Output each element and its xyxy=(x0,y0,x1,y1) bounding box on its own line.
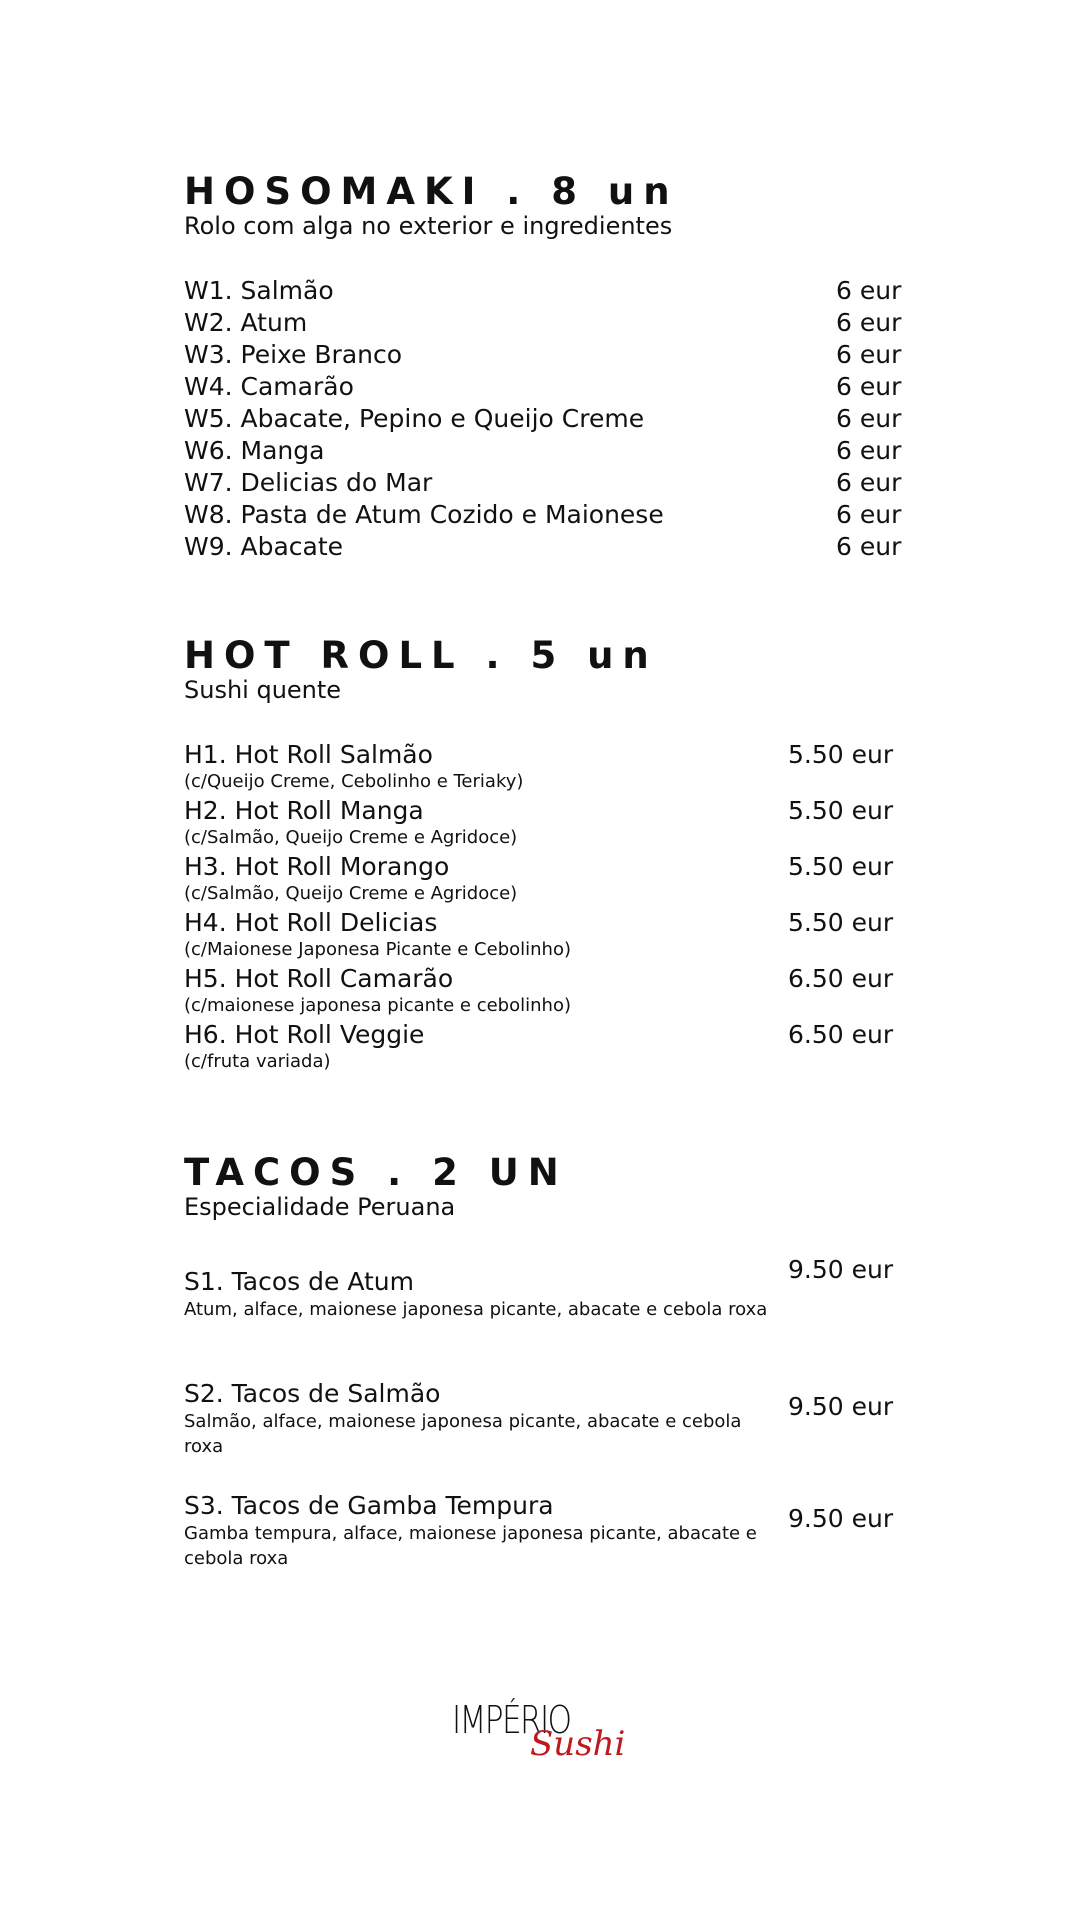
menu-item xyxy=(184,371,904,403)
logo-script: Sushi xyxy=(530,1724,626,1764)
item-name: S2. Tacos de Salmão xyxy=(184,1379,441,1408)
hosomaki-list xyxy=(184,275,904,563)
item-price: 6 eur xyxy=(836,276,902,305)
menu-item xyxy=(184,499,904,531)
item-name: H5. Hot Roll Camarão xyxy=(184,964,454,993)
section-subtitle: Sushi quente xyxy=(184,676,342,704)
item-name: W7. Delicias do Mar xyxy=(184,468,433,497)
menu-item xyxy=(184,852,904,908)
item-price: 6.50 eur xyxy=(788,1020,894,1049)
item-name: H2. Hot Roll Manga xyxy=(184,796,424,825)
item-description: (c/Maionese Japonesa Picante e Cebolinho) xyxy=(184,939,571,960)
item-price: 6 eur xyxy=(836,372,902,401)
item-description: Salmão, alface, maionese japonesa picante, abacate e cebola roxa xyxy=(184,1411,742,1457)
menu-item xyxy=(184,275,904,307)
item-price: 6 eur xyxy=(836,436,902,465)
item-description: (c/Salmão, Queijo Creme e Agridoce) xyxy=(184,827,518,848)
menu-item xyxy=(184,531,904,563)
item-name: H1. Hot Roll Salmão xyxy=(184,740,433,769)
menu-item xyxy=(184,339,904,371)
tacos-section xyxy=(184,1153,904,1603)
item-price: 9.50 eur xyxy=(788,1392,894,1421)
item-price: 6 eur xyxy=(836,308,902,337)
section-title: HOSOMAKI . 8 un xyxy=(184,170,679,213)
section-subtitle: Especialidade Peruana xyxy=(184,1193,456,1221)
menu-item xyxy=(184,467,904,499)
item-name: W1. Salmão xyxy=(184,276,334,305)
item-name: W8. Pasta de Atum Cozido e Maionese xyxy=(184,500,664,529)
hot-roll-section xyxy=(184,636,904,1076)
menu-item xyxy=(184,307,904,339)
item-name: W9. Abacate xyxy=(184,532,344,561)
item-description: (c/maionese japonesa picante e cebolinho) xyxy=(184,995,571,1016)
item-description: Atum, alface, maionese japonesa picante, abacate e cebola roxa xyxy=(184,1299,768,1320)
item-price: 6.50 eur xyxy=(788,964,894,993)
menu-item xyxy=(184,435,904,467)
item-price: 6 eur xyxy=(836,532,902,561)
item-name: H6. Hot Roll Veggie xyxy=(184,1020,425,1049)
section-title: HOT ROLL . 5 un xyxy=(184,634,658,677)
section-title: TACOS . 2 UN xyxy=(184,1151,568,1194)
item-name: W6. Manga xyxy=(184,436,325,465)
menu-item xyxy=(184,1491,904,1603)
section-subtitle: Rolo com alga no exterior e ingredientes xyxy=(184,212,673,240)
menu-item xyxy=(184,1020,904,1076)
item-name: W2. Atum xyxy=(184,308,308,337)
menu-item xyxy=(184,1255,904,1379)
menu-item xyxy=(184,1379,904,1491)
menu-item xyxy=(184,908,904,964)
item-price: 6 eur xyxy=(836,404,902,433)
item-price: 5.50 eur xyxy=(788,908,894,937)
tacos-list xyxy=(184,1255,904,1603)
item-name: S3. Tacos de Gamba Tempura xyxy=(184,1491,554,1520)
item-name: W3. Peixe Branco xyxy=(184,340,403,369)
menu-item xyxy=(184,403,904,435)
item-price: 5.50 eur xyxy=(788,852,894,881)
logo-wordmark: IMPÉRIO xyxy=(452,1698,571,1742)
item-price: 9.50 eur xyxy=(788,1504,894,1533)
item-price: 5.50 eur xyxy=(788,796,894,825)
menu-item xyxy=(184,796,904,852)
hosomaki-section xyxy=(184,172,904,563)
item-description: (c/Queijo Creme, Cebolinho e Teriaky) xyxy=(184,771,524,792)
menu-item xyxy=(184,964,904,1020)
item-price: 6 eur xyxy=(836,500,902,529)
item-description: (c/Salmão, Queijo Creme e Agridoce) xyxy=(184,883,518,904)
hot-roll-list xyxy=(184,740,904,1076)
item-price: 6 eur xyxy=(836,340,902,369)
item-name: S1. Tacos de Atum xyxy=(184,1267,414,1296)
item-price: 5.50 eur xyxy=(788,740,894,769)
item-name: W4. Camarão xyxy=(184,372,354,401)
item-name: W5. Abacate, Pepino e Queijo Creme xyxy=(184,404,645,433)
item-price: 6 eur xyxy=(836,468,902,497)
item-name: H3. Hot Roll Morango xyxy=(184,852,450,881)
imperio-sushi-logo xyxy=(452,1690,626,1770)
item-description: (c/fruta variada) xyxy=(184,1051,331,1072)
item-price: 9.50 eur xyxy=(788,1255,894,1284)
item-name: H4. Hot Roll Delicias xyxy=(184,908,438,937)
menu-item xyxy=(184,740,904,796)
item-description: Gamba tempura, alface, maionese japonesa picante, abacate e cebola roxa xyxy=(184,1523,757,1569)
